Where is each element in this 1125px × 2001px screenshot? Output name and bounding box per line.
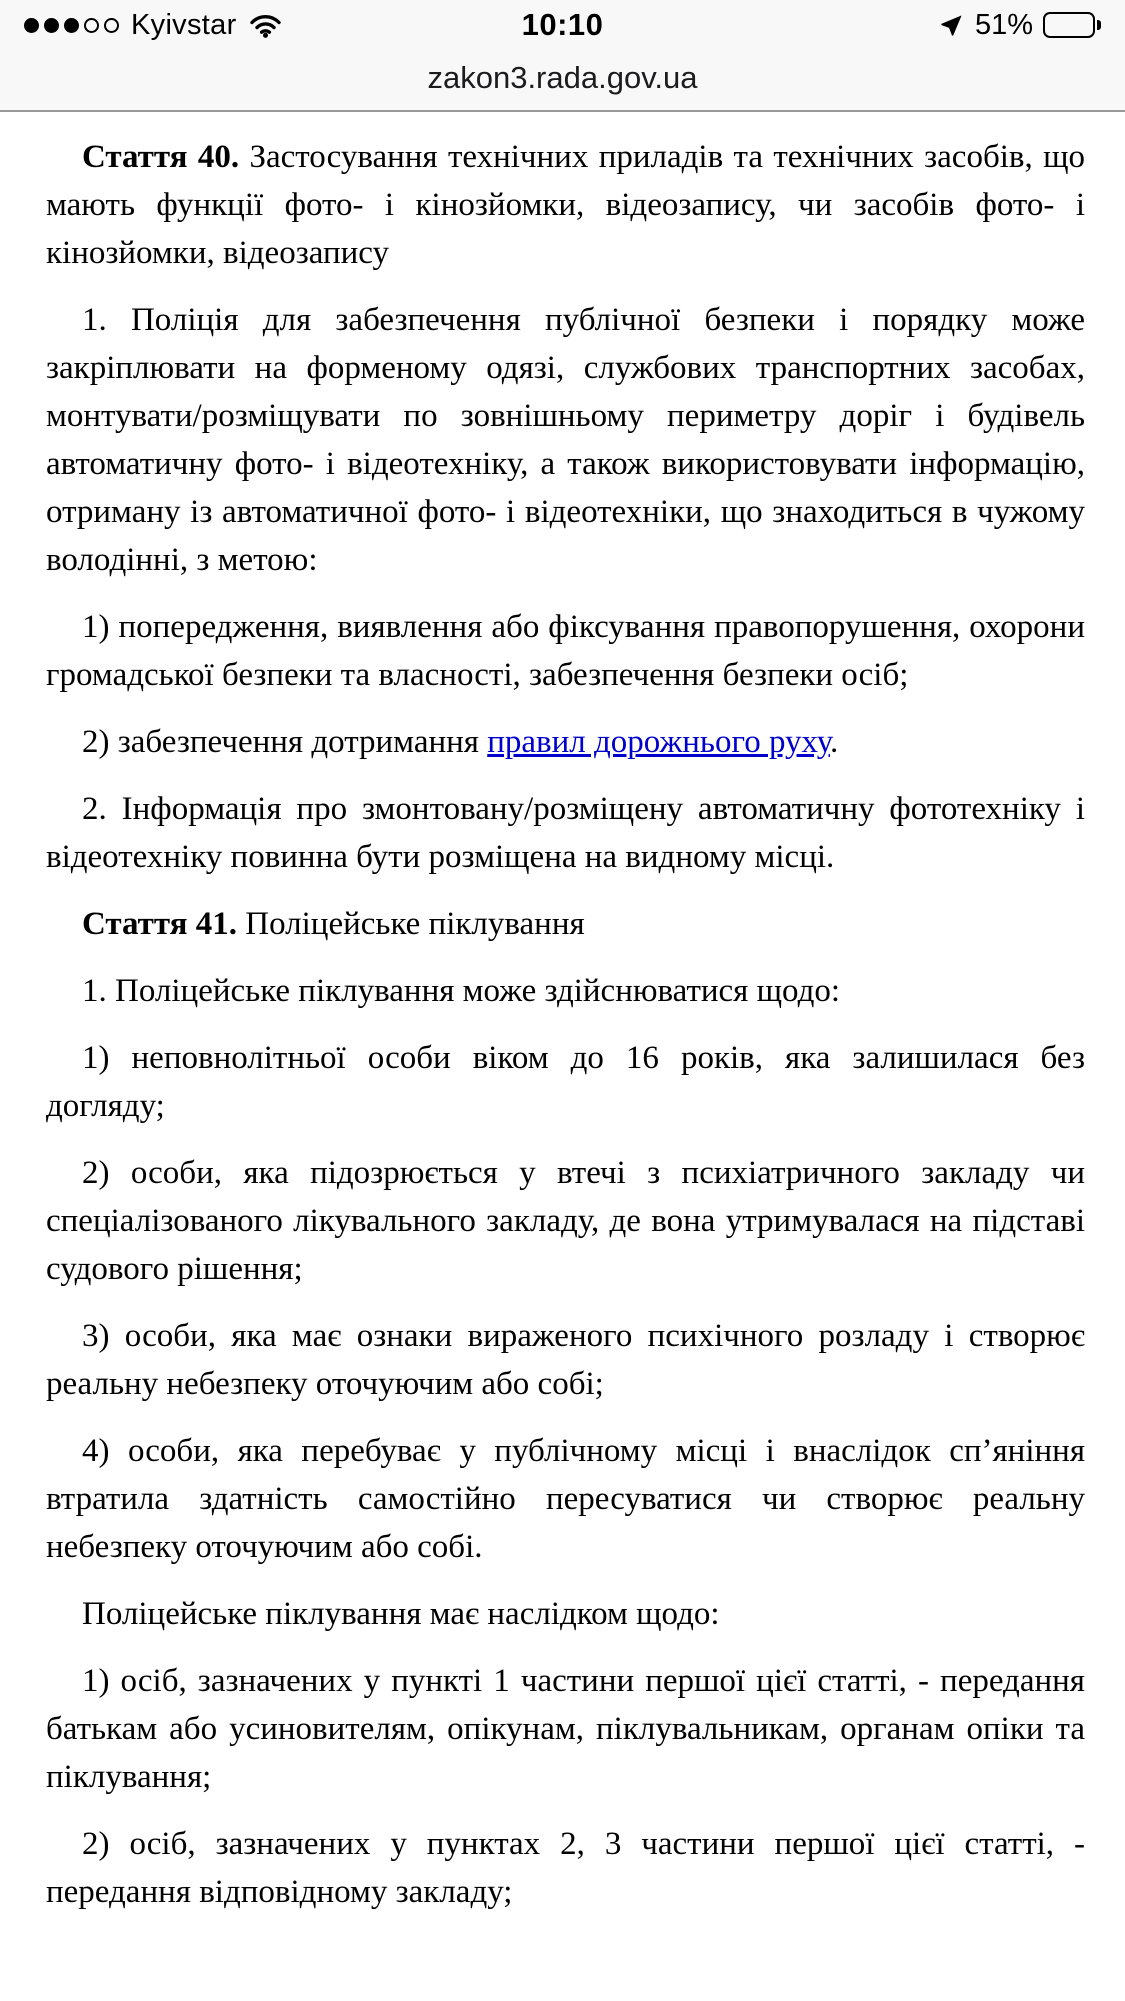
url-text[interactable]: zakon3.rada.gov.ua — [427, 60, 698, 95]
signal-dot — [104, 18, 119, 33]
browser-chrome — [0, 0, 1125, 112]
signal-dot — [64, 18, 79, 33]
clock: 10:10 — [521, 7, 604, 42]
article-heading: Стаття 40. Застосування технічних приладів та технічних засобів, що мають функції фото- і кінозйомки, відеозапису, чи засобів фото- і кінозйомки, відеозапису — [46, 139, 1085, 271]
paragraph: 4) особи, яка перебуває у публічному місці і внаслідок сп’яніння втратила здатність самостійно пересуватися чи створює реальну небезпеку оточуючим або собі. — [46, 1433, 1085, 1565]
status-bar — [0, 0, 1125, 46]
article-number: Стаття 40. — [82, 139, 240, 175]
paragraph: 2) особи, яка підозрюється у втечі з психіатричного закладу чи спеціалізованого лікувального закладу, де вона утримувалася на підставі судового рішення; — [46, 1155, 1085, 1287]
address-bar[interactable] — [0, 46, 1125, 110]
paragraph: 3) особи, яка має ознаки вираженого психічного розладу і створює реальну небезпеку оточуючим або собі; — [46, 1318, 1085, 1402]
paragraph: Поліцейське піклування має наслідком щодо: — [82, 1596, 720, 1632]
wifi-icon — [249, 13, 282, 38]
paragraph: 1) попередження, виявлення або фіксування правопорушення, охорони громадської безпеки та власності, забезпечення безпеки осіб; — [46, 609, 1085, 693]
signal-dot — [24, 18, 39, 33]
battery-icon — [1043, 12, 1101, 38]
document-content — [0, 112, 1125, 2001]
location-arrow-icon — [938, 12, 965, 39]
paragraph: 2) забезпечення дотримання правил дорожнього руху. — [82, 724, 839, 760]
paragraph: 1) осіб, зазначених у пункті 1 частини першої цієї статті, - передання батькам або усиновителям, опікунам, піклувальникам, органам опіки та піклування; — [46, 1663, 1085, 1795]
paragraph: 2) осіб, зазначених у пунктах 2, 3 частини першої цієї статті, - передання відповідному закладу; — [46, 1826, 1085, 1910]
traffic-rules-link[interactable]: правил дорожнього руху — [487, 724, 830, 760]
paragraph: 1) неповнолітньої особи віком до 16 років, яка залишилася без догляду; — [46, 1040, 1085, 1124]
signal-dot — [44, 18, 59, 33]
signal-dot — [84, 18, 99, 33]
signal-dots-icon — [24, 18, 119, 33]
article-heading: Стаття 41. Поліцейське піклування — [82, 906, 585, 942]
battery-percent-label: 51% — [974, 8, 1034, 41]
article-number: Стаття 41. — [82, 906, 237, 942]
carrier-label: Kyivstar — [131, 8, 237, 41]
paragraph: 2. Інформація про змонтовану/розміщену автоматичну фототехніку і відеотехніку повинна бути розміщена на видному місці. — [46, 791, 1085, 875]
paragraph: 1. Поліція для забезпечення публічної безпеки і порядку може закріплювати на форменому одязі, службових транспортних засобах, монтувати/розміщувати по зовнішньому периметру доріг і будівель автоматичну фото- і відеотехніку, а також використовувати інформацію, отриману із автоматичної фото- і відеотехніки, що знаходиться в чужому володінні, з метою: — [46, 302, 1085, 578]
paragraph: 1. Поліцейське піклування може здійснюватися щодо: — [82, 973, 841, 1009]
